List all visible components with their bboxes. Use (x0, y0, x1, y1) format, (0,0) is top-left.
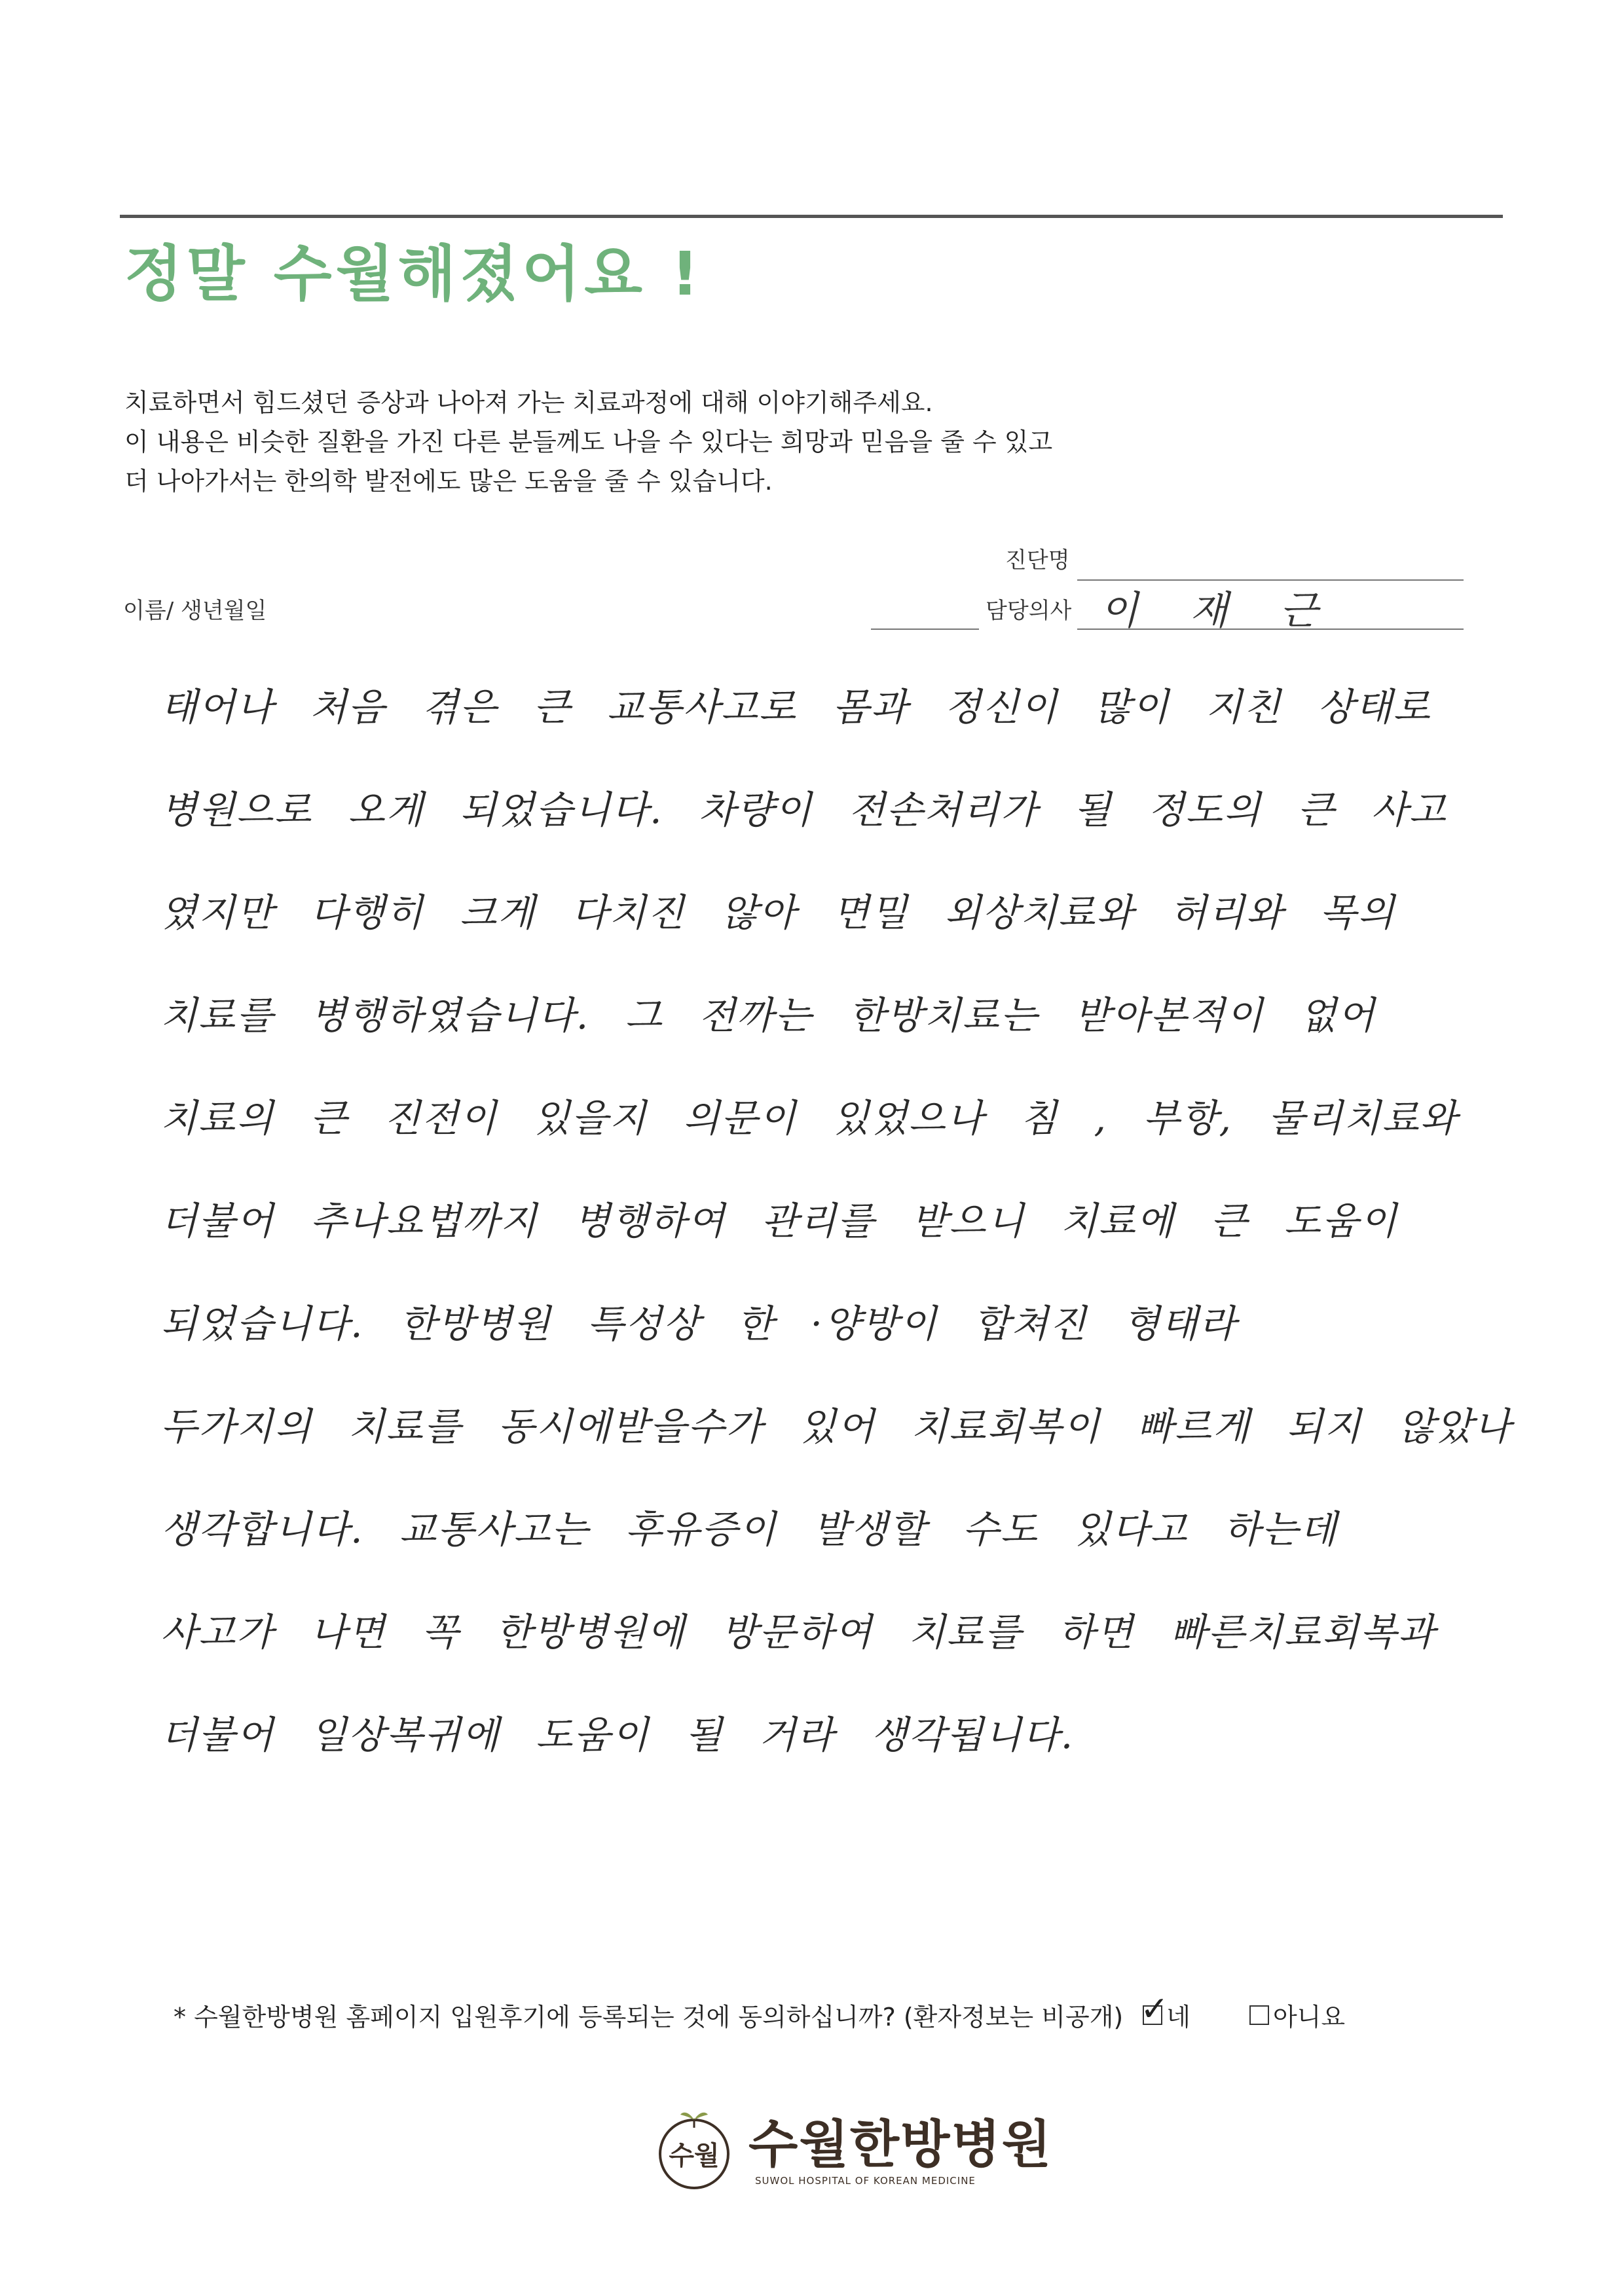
intro-line: 치료하면서 힘드셨던 증상과 나아져 가는 치료과정에 대해 이야기해주세요. (124, 388, 933, 417)
name-field-line[interactable] (871, 629, 979, 630)
logo-name: 수월한방병원 (748, 2115, 1053, 2174)
consent-no-checkbox[interactable] (1249, 2005, 1269, 2025)
intro-text (124, 383, 1052, 501)
review-line: 병원으로 오게 되었습니다. 차량이 전손처리가 될 정도의 큰 사고 (160, 788, 1447, 832)
logo-emblem-svg (652, 2108, 737, 2193)
doctor-label: 담당의사 (986, 598, 1072, 624)
doctor-value: 이 재 근 (1100, 588, 1338, 634)
consent-row (174, 1989, 1346, 2033)
review-line: 치료를 병행하였습니다. 그 전까는 한방치료는 받아본적이 없어 (160, 993, 1376, 1038)
consent-yes-checkbox[interactable] (1140, 1989, 1169, 2029)
logo-mark-text: 수월 (669, 2141, 720, 2171)
review-line: 사고가 나면 꼭 한방병원에 방문하여 치료를 하면 빠른치료회복과 (160, 1610, 1436, 1654)
review-line: 였지만 다행히 크게 다치진 않아 면밀 외상치료와 허리와 목의 (160, 890, 1396, 935)
consent-yes-label: 네 (1166, 2003, 1190, 2032)
consent-no-label: 아니요 (1272, 2003, 1346, 2032)
review-line: 더불어 추나요법까지 병행하여 관리를 받으니 치료에 큰 도움이 (160, 1199, 1398, 1243)
check-mark-icon: ✓ (1140, 1989, 1169, 2029)
review-line: 두가지의 치료를 동시에받을수가 있어 치료회복이 빠르게 되지 않았나 (160, 1404, 1512, 1449)
review-line: 치료의 큰 진전이 있을지 의문이 있었으나 침 , 부항, 물리치료와 (160, 1096, 1458, 1140)
review-line: 태어나 처음 겪은 큰 교통사고로 몸과 정신이 많이 지친 상태로 (160, 685, 1431, 729)
review-line: 생각합니다. 교통사고는 후유증이 발생할 수도 있다고 하는데 (160, 1507, 1338, 1552)
diagnosis-label: 진단명 (1005, 547, 1070, 574)
logo-text (748, 2115, 1052, 2187)
intro-line: 이 내용은 비슷한 질환을 가진 다른 분들께도 나을 수 있다는 희망과 믿음을 줄 수 있고 (124, 428, 1053, 456)
review-text (160, 674, 1512, 1805)
consent-question: * 수월한방병원 홈페이지 입원후기에 등록되는 것에 동의하십니까? (환자정보는 비공개) (174, 2003, 1124, 2032)
logo-subtitle: SUWOL HOSPITAL OF KOREAN MEDICINE (755, 2175, 976, 2187)
name-birthdate-label: 이름/ 생년월일 (123, 598, 267, 624)
top-divider (120, 215, 1503, 218)
logo-emblem-icon (652, 2108, 737, 2193)
review-line: 되었습니다. 한방병원 특성상 한 ·양방이 합쳐진 형태라 (160, 1302, 1238, 1346)
review-line: 더불어 일상복귀에 도움이 될 거라 생각됩니다. (160, 1713, 1075, 1757)
hospital-logo (652, 2108, 1052, 2193)
intro-line: 더 나아가서는 한의학 발전에도 많은 도움을 줄 수 있습니다. (124, 467, 773, 496)
page-title: 정말 수월해졌어요 ! (124, 239, 703, 309)
